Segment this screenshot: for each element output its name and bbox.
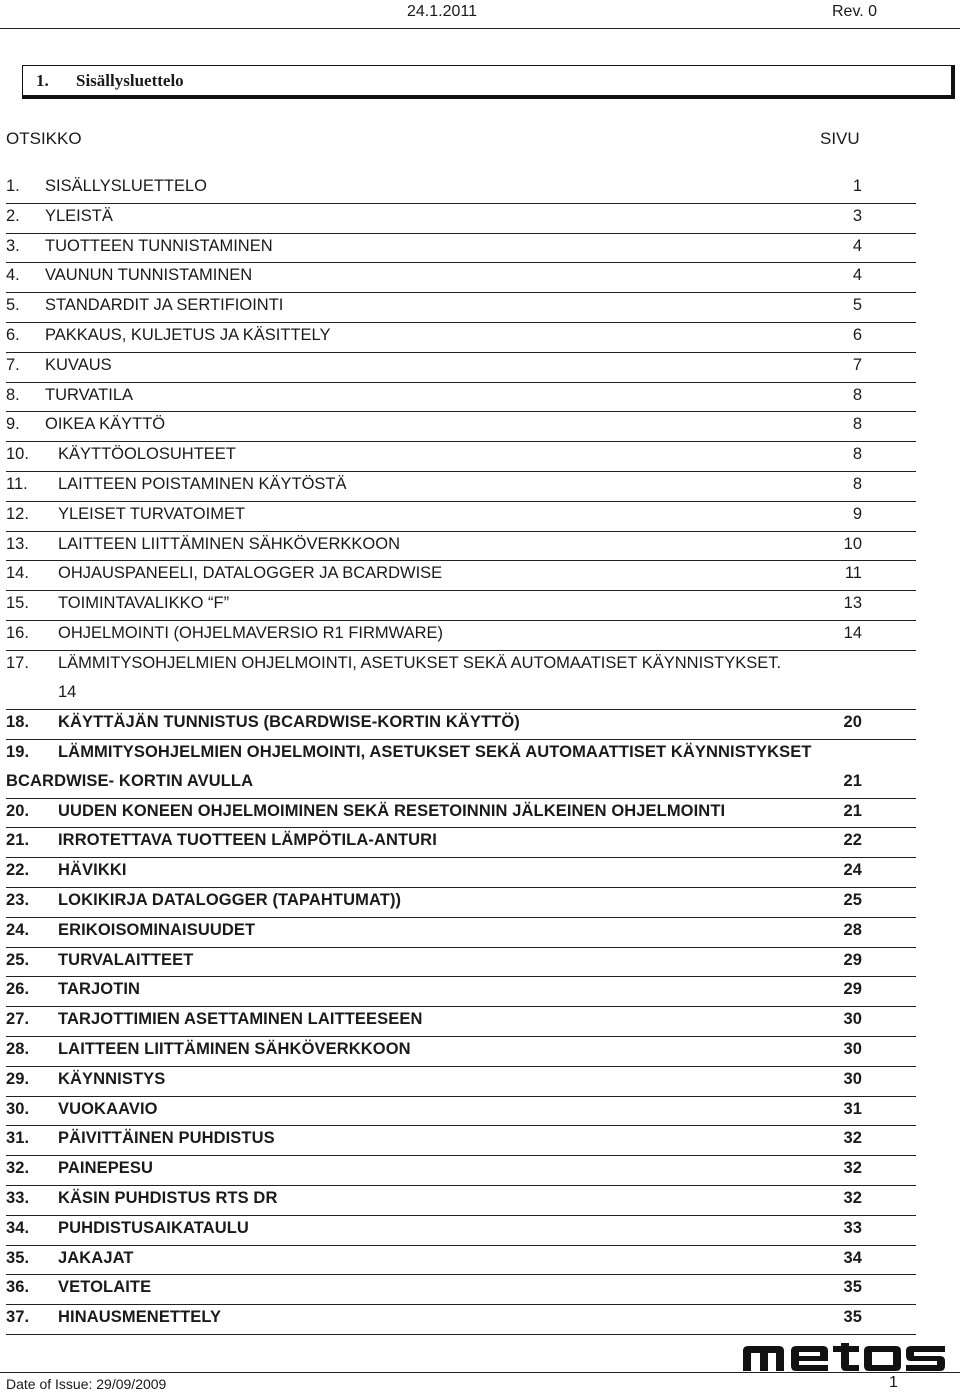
toc-entry-number: 9.: [6, 415, 20, 434]
toc-entry-title: OHJELMOINTI (OHJELMAVERSIO R1 FIRMWARE): [58, 623, 444, 642]
toc-entry-page: 4: [852, 266, 862, 285]
toc-entry-title: LÄMMITYSOHJELMIEN OHJELMOINTI, ASETUKSET SEKÄ AUTOMAATTISET KÄYNNISTYKSET: [58, 742, 812, 761]
toc-entry[interactable]: [6, 977, 916, 1007]
toc-entry[interactable]: [6, 918, 916, 948]
toc-entry[interactable]: [6, 1037, 916, 1067]
table-of-contents: [6, 174, 916, 1335]
toc-entry-page: 13: [843, 594, 862, 613]
toc-entry-number: 36.: [6, 1278, 30, 1297]
toc-entry-page: 8: [852, 385, 862, 404]
toc-entry-title: HINAUSMENETTELY: [58, 1308, 222, 1327]
toc-entry-number: 8.: [6, 385, 20, 404]
section-number: 1.: [36, 70, 49, 90]
toc-entry[interactable]: [6, 1275, 916, 1305]
toc-entry-number: 6.: [6, 325, 20, 344]
toc-entry-title: LAITTEEN LIITTÄMINEN SÄHKÖVERKKOON: [58, 534, 400, 553]
toc-entry-number: 13.: [6, 534, 29, 553]
toc-entry-page: 30: [843, 1069, 862, 1088]
toc-entry-page: 33: [843, 1218, 862, 1237]
toc-entry-page: 30: [843, 1039, 862, 1058]
toc-entry-number: 14.: [6, 564, 29, 583]
toc-entry-title: JAKAJAT: [58, 1248, 134, 1267]
toc-entry-page: 20: [843, 712, 862, 731]
column-heading-page: SIVU: [820, 129, 860, 148]
toc-entry-page: 24: [843, 861, 862, 880]
toc-entry-page: 28: [843, 920, 862, 939]
header-revision: Rev. 0: [832, 3, 878, 20]
toc-entry-number: 37.: [6, 1308, 30, 1327]
toc-entry-number: 17.: [6, 653, 29, 672]
toc-entry[interactable]: [6, 1156, 916, 1186]
toc-entry-title: SISÄLLYSLUETTELO: [45, 177, 208, 195]
metos-logo: [741, 1343, 947, 1373]
toc-entry-title: KÄYNNISTYS: [58, 1069, 166, 1088]
toc-entry-number: 31.: [6, 1129, 30, 1148]
toc-entry-page: 34: [843, 1248, 862, 1267]
toc-entry-page: 31: [843, 1099, 862, 1118]
toc-entry-number: 27.: [6, 1010, 30, 1029]
toc-entry-number: 7.: [6, 355, 20, 374]
toc-entry[interactable]: [6, 1186, 916, 1216]
toc-entry[interactable]: [6, 532, 916, 562]
toc-entry-title: OHJAUSPANEELI, DATALOGGER JA BCARDWISE: [58, 564, 443, 583]
toc-entry-page: 7: [852, 355, 862, 374]
toc-entry[interactable]: [6, 740, 916, 799]
toc-entry-title: KUVAUS: [45, 355, 112, 374]
header-rule: [0, 28, 960, 29]
toc-entry-title: YLEISET TURVATOIMET: [58, 504, 246, 523]
toc-entry-page: 8: [852, 415, 862, 434]
toc-entry-number: 2.: [6, 206, 20, 225]
toc-entry-title: TARJOTIN: [58, 980, 141, 999]
toc-entry-number: 35.: [6, 1248, 30, 1267]
toc-entry-number: 29.: [6, 1069, 30, 1088]
toc-entry[interactable]: [6, 502, 916, 532]
toc-entry[interactable]: [6, 1216, 916, 1246]
toc-entry-number: 22.: [6, 861, 30, 880]
toc-entry[interactable]: [6, 383, 916, 413]
toc-entry-title: KÄSIN PUHDISTUS RTS DR: [58, 1188, 278, 1207]
toc-entry-page: 3: [852, 206, 862, 225]
toc-entry[interactable]: [6, 174, 916, 204]
toc-entry-page: 25: [843, 890, 862, 909]
toc-entry-title: VUOKAAVIO: [58, 1099, 158, 1118]
toc-entry-title: OIKEA KÄYTTÖ: [45, 415, 166, 434]
toc-entry-page: 32: [843, 1129, 862, 1148]
toc-entry-number: 33.: [6, 1188, 30, 1207]
toc-entry[interactable]: [6, 293, 916, 323]
toc-entry-number: 15.: [6, 594, 29, 613]
toc-entry-number: 11.: [6, 474, 28, 493]
toc-entry-page: 29: [843, 980, 862, 999]
toc-entry-page: 32: [843, 1159, 862, 1178]
toc-entry-number: 32.: [6, 1159, 30, 1178]
toc-entry[interactable]: [6, 234, 916, 264]
footer-page-number: 1: [889, 1374, 898, 1391]
toc-entry-title: PAKKAUS, KULJETUS JA KÄSITTELY: [45, 325, 331, 344]
toc-entry-number: 10.: [6, 445, 29, 464]
toc-entry-number: 21.: [6, 831, 30, 850]
toc-entry-number: 24.: [6, 920, 30, 939]
toc-entry-title: LOKIKIRJA DATALOGGER (TAPAHTUMAT)): [58, 890, 402, 909]
toc-entry[interactable]: [6, 412, 916, 442]
toc-entry-number: 5.: [6, 296, 20, 315]
toc-entry-title: TUOTTEEN TUNNISTAMINEN: [45, 236, 273, 255]
toc-entry[interactable]: [6, 353, 916, 383]
toc-entry[interactable]: [6, 710, 916, 740]
toc-entry-page: 21: [843, 771, 862, 790]
toc-entry[interactable]: [6, 472, 916, 502]
toc-entry-title: TOIMINTAVALIKKO “F”: [58, 594, 230, 613]
toc-entry-number: 3.: [6, 236, 20, 255]
section-heading-box: [22, 65, 955, 99]
toc-entry-number: 4.: [6, 266, 20, 285]
section-title: Sisällysluettelo: [76, 70, 184, 90]
toc-entry[interactable]: [6, 263, 916, 293]
toc-entry-title: ERIKOISOMINAISUUDET: [58, 920, 256, 939]
toc-entry-page: 14: [58, 682, 77, 701]
toc-entry[interactable]: [6, 651, 916, 710]
toc-entry-page: 6: [852, 325, 862, 344]
toc-entry[interactable]: [6, 591, 916, 621]
toc-entry-title: TURVATILA: [45, 385, 134, 404]
toc-entry-page: 10: [843, 534, 862, 553]
toc-entry-number: 1.: [6, 177, 20, 195]
toc-entry[interactable]: [6, 621, 916, 651]
toc-entry-page: 35: [843, 1278, 862, 1297]
toc-entry-page: 32: [843, 1188, 862, 1207]
toc-entry-title: UUDEN KONEEN OHJELMOIMINEN SEKÄ RESETOINNIN JÄLKEINEN OHJELMOINTI: [58, 801, 726, 820]
toc-entry-title: KÄYTTÄJÄN TUNNISTUS (BCARDWISE-KORTIN KÄYTTÖ): [58, 712, 520, 731]
toc-entry[interactable]: [6, 1067, 916, 1097]
toc-entry-title-continued: BCARDWISE- KORTIN AVULLA: [6, 771, 254, 790]
toc-entry[interactable]: [6, 888, 916, 918]
toc-entry-page: 29: [843, 950, 862, 969]
toc-entry[interactable]: [6, 1097, 916, 1127]
toc-entry-number: 16.: [6, 623, 29, 642]
toc-entry-page: 4: [852, 236, 862, 255]
header-date: 24.1.2011: [407, 3, 477, 20]
toc-entry[interactable]: [6, 799, 916, 829]
toc-entry-number: 12.: [6, 504, 29, 523]
toc-entry-number: 30.: [6, 1099, 30, 1118]
toc-entry-number: 26.: [6, 980, 30, 999]
toc-entry-title: LAITTEEN POISTAMINEN KÄYTÖSTÄ: [58, 474, 347, 493]
toc-entry-page: 8: [852, 474, 862, 493]
toc-entry-title: KÄYTTÖOLOSUHTEET: [58, 445, 236, 464]
toc-entry-page: 21: [843, 801, 862, 820]
toc-entry[interactable]: [6, 1305, 916, 1335]
toc-entry-title: VAUNUN TUNNISTAMINEN: [45, 266, 253, 285]
toc-entry-title: PUHDISTUSAIKATAULU: [58, 1218, 249, 1237]
toc-entry-number: 20.: [6, 801, 30, 820]
toc-entry[interactable]: [6, 948, 916, 978]
toc-entry-title: PAINEPESU: [58, 1159, 154, 1178]
toc-entry[interactable]: [6, 323, 916, 353]
toc-entry[interactable]: [6, 561, 916, 591]
toc-entry-number: 25.: [6, 950, 30, 969]
toc-entry-title: TARJOTTIMIEN ASETTAMINEN LAITTEESEEN: [58, 1010, 423, 1029]
toc-entry-title: VETOLAITE: [58, 1278, 152, 1297]
toc-entry-title: YLEISTÄ: [45, 206, 113, 225]
toc-entry[interactable]: [6, 858, 916, 888]
toc-entry[interactable]: [6, 204, 916, 234]
toc-entry-title: PÄIVITTÄINEN PUHDISTUS: [58, 1129, 275, 1148]
toc-entry-title: LÄMMITYSOHJELMIEN OHJELMOINTI, ASETUKSET SEKÄ AUTOMAATISET KÄYNNISTYKSET.: [58, 653, 782, 672]
toc-entry-page: 1: [852, 177, 862, 195]
toc-entry[interactable]: [6, 442, 916, 472]
toc-entry-title: STANDARDIT JA SERTIFIOINTI: [45, 296, 284, 315]
toc-entry-number: 23.: [6, 890, 30, 909]
toc-entry[interactable]: [6, 1246, 916, 1276]
toc-entry-title: IRROTETTAVA TUOTTEEN LÄMPÖTILA-ANTURI: [58, 831, 437, 850]
toc-entry[interactable]: [6, 828, 916, 858]
toc-entry[interactable]: [6, 1126, 916, 1156]
toc-entry-page: 5: [852, 296, 862, 315]
toc-entry-page: 22: [843, 831, 862, 850]
toc-entry-title: HÄVIKKI: [58, 861, 127, 880]
toc-entry-title: LAITTEEN LIITTÄMINEN SÄHKÖVERKKOON: [58, 1039, 411, 1058]
toc-entry-number: 28.: [6, 1039, 30, 1058]
toc-entry-page: 30: [843, 1010, 862, 1029]
toc-entry-page: 8: [852, 445, 862, 464]
toc-entry-page: 14: [843, 623, 862, 642]
toc-entry-number: 34.: [6, 1218, 30, 1237]
column-heading-title: OTSIKKO: [6, 129, 82, 148]
toc-entry[interactable]: [6, 1007, 916, 1037]
toc-entry-page: 9: [852, 504, 862, 523]
footer-issue-date: Date of Issue: 29/09/2009: [6, 1376, 167, 1392]
toc-entry-title: TURVALAITTEET: [58, 950, 194, 969]
toc-entry-number: 18.: [6, 712, 30, 731]
toc-entry-page: 11: [844, 564, 862, 583]
toc-entry-page: 35: [843, 1308, 862, 1327]
toc-entry-number: 19.: [6, 742, 30, 761]
footer-rule: [0, 1372, 960, 1373]
